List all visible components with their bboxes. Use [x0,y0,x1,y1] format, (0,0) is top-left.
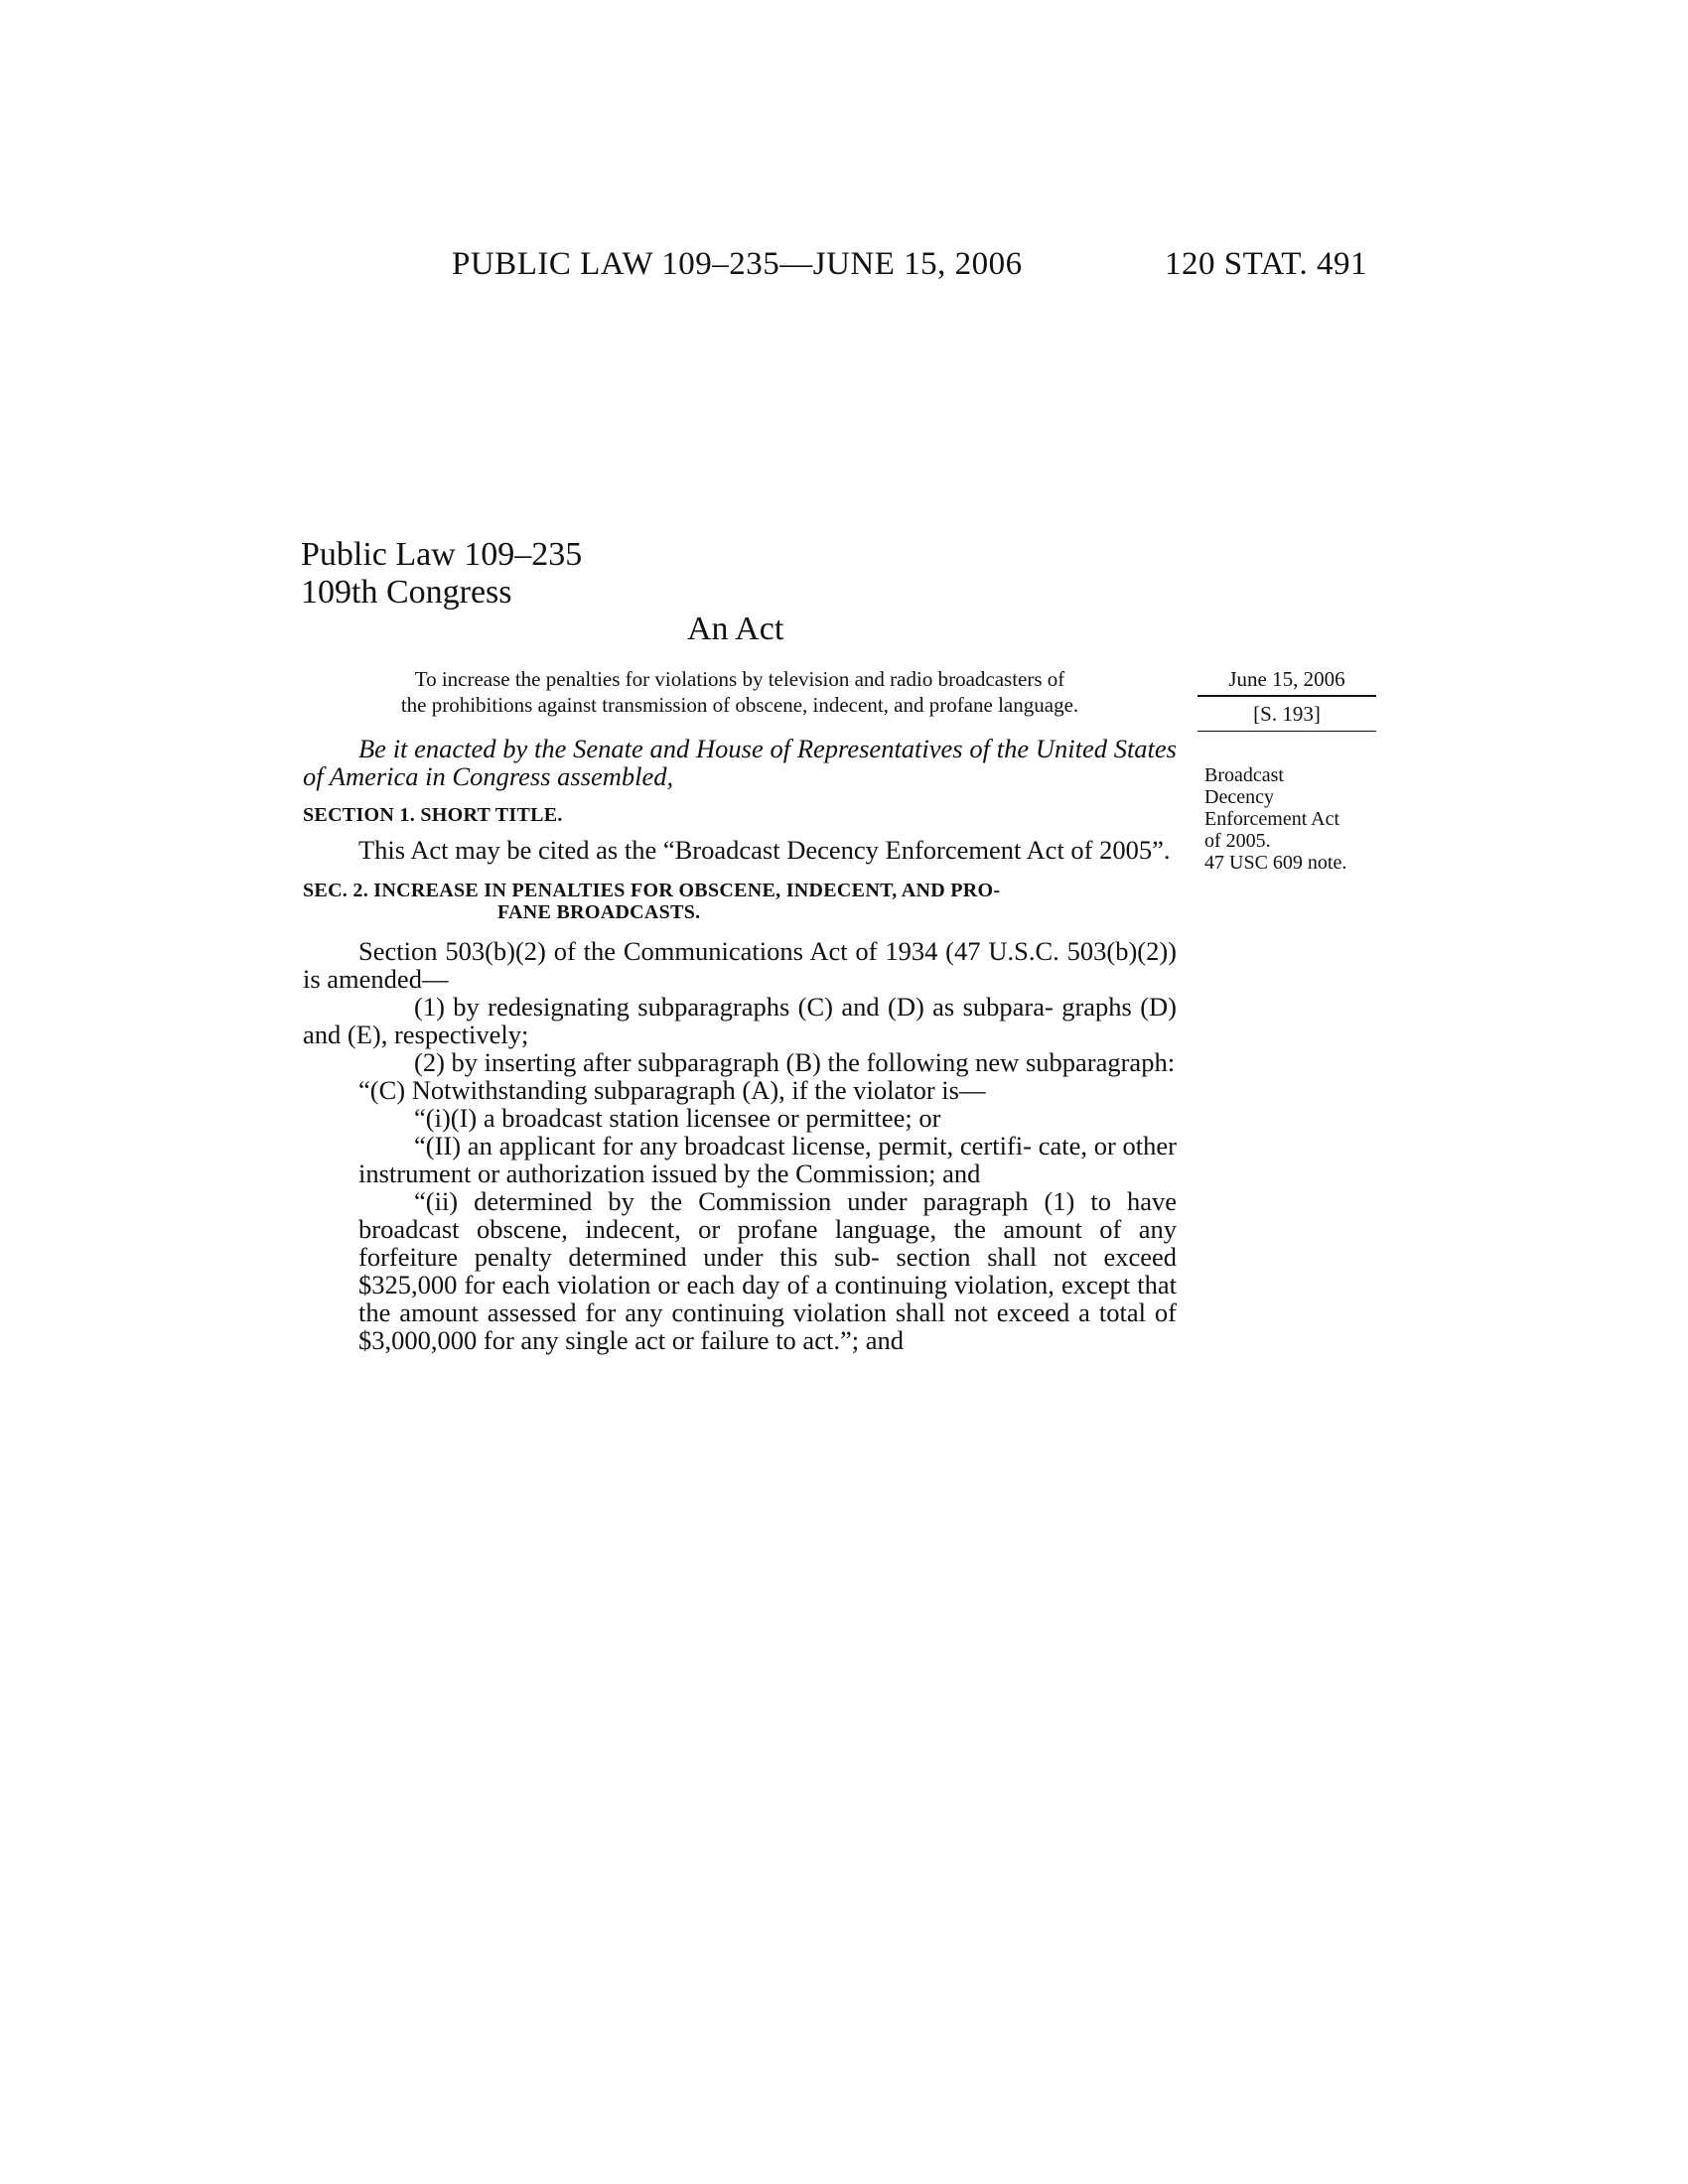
margin-bill-number: [S. 193] [1253,702,1321,726]
paragraph-1-text: (1) by redesignating subparagraphs (C) and (D) as subpara- graphs (D) and (E), respectively; [303,992,1177,1049]
running-head: PUBLIC LAW 109–235—JUNE 15, 2006 [452,246,1023,282]
act-label: An Act [687,611,784,647]
quoted-clause-ii: “(ii) determined by the Commission under paragraph (1) to have broadcast obscene, indecent, or profane language, the amount of any forfeiture penalty determined under this sub- section shall not exceed $325,000 for each violation or each day of a continuing violation, except that the amount assessed for any continuing violation shall not exceed a total of $3,000,000 for any single act or failure to act.”; and [358,1186,1177,1355]
section-1-text: This Act may be cited as the “Broadcast Decency Enforcement Act of 2005”. [358,835,1171,865]
quoted-clause-II: “(II) an applicant for any broadcast license, permit, certifi- cate, or other instrument or authorization issued by the Commission; and [358,1131,1177,1188]
enacting-clause: Be it enacted by the Senate and House of Representatives of the United States of America in Congress assembled, [303,734,1177,791]
purpose-line: To increase the penalties for violations by television and radio broadcasters of [414,667,1065,691]
purpose-line: the prohibitions against transmission of obscene, indecent, and profane language. [400,693,1079,717]
statute-citation: 120 STAT. 491 [1165,246,1368,282]
section-2-intro: Section 503(b)(2) of the Communications Act of 1934 (47 U.S.C. 503(b)(2)) is amended— [303,936,1177,994]
margin-note-line: of 2005. [1204,830,1271,852]
congress-label: 109th Congress [301,574,512,611]
margin-note [1204,764,1383,874]
section-2-heading-line: FANE BROADCASTS. [497,901,701,923]
paragraph-2-text: (2) by inserting after subparagraph (B) the following new subparagraph: [414,1047,1176,1077]
purpose-statement [313,666,1167,718]
margin-rule [1197,731,1376,732]
margin-note-line: Enforcement Act [1204,808,1340,830]
section-1-heading: SECTION 1. SHORT TITLE. [303,804,563,826]
margin-date: June 15, 2006 [1228,667,1345,691]
section-2-heading-line: SEC. 2. INCREASE IN PENALTIES FOR OBSCENE, INDECENT, AND PRO- [303,880,1001,901]
paragraph-1 [303,993,1177,1048]
quoted-clause-i-I: “(i)(I) a broadcast station licensee or permittee; or [414,1103,941,1133]
main-text [303,735,1177,1354]
margin-rule [1197,695,1376,697]
margin-note-line: Decency [1204,786,1274,808]
paragraph-2 [303,1048,1177,1076]
quoted-subparagraph-c: “(C) Notwithstanding subparagraph (A), if the violator is— [358,1075,986,1105]
margin-note-line: 47 USC 609 note. [1204,852,1347,874]
public-law-number: Public Law 109–235 [301,536,583,573]
section-2-heading [303,880,1177,923]
margin-note-line: Broadcast [1204,764,1284,786]
